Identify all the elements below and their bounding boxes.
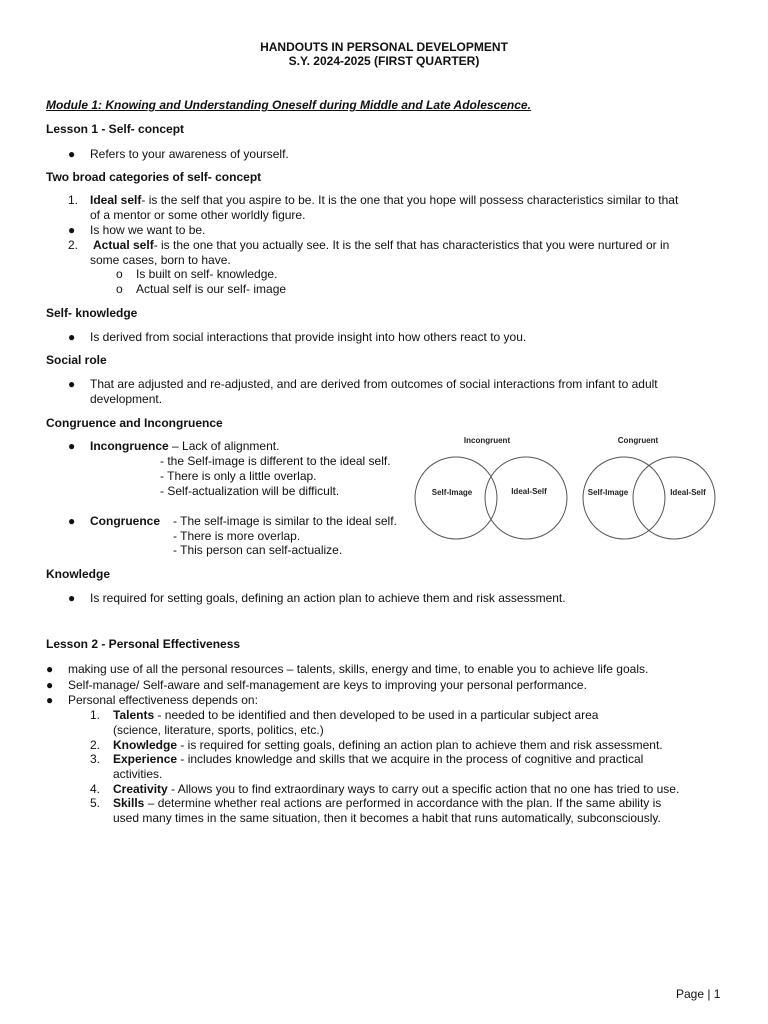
congruence-venn-diagram (410, 428, 720, 548)
lesson2-title: Lesson 2 - Personal Effectiveness (46, 637, 241, 651)
bullet-icon: ● (68, 439, 76, 453)
bullet-icon: ● (46, 693, 54, 707)
self-image-label: Self-Image (431, 488, 473, 497)
bullet-icon: ● (68, 147, 76, 161)
circle-bullet-icon: o (116, 282, 123, 296)
bullet-icon: ● (68, 330, 76, 344)
ideal-self-label: Ideal-Self (511, 487, 547, 496)
lesson1-title: Lesson 1 - Self- concept (46, 122, 185, 136)
bullet-icon: ● (68, 377, 76, 391)
self-knowledge-heading: Self- knowledge (46, 306, 138, 320)
incongruent-label: Incongruent (463, 436, 511, 445)
module-title: Module 1: Knowing and Understanding Oneself during Middle and Late Adolescence. (46, 98, 531, 112)
bullet-icon: ● (68, 514, 76, 528)
self-image-label: Self-Image (587, 488, 629, 497)
congruence-heading: Congruence and Incongruence (46, 416, 223, 430)
knowledge-heading: Knowledge (46, 567, 111, 581)
categories-heading: Two broad categories of self- concept (46, 170, 262, 184)
bullet-icon: ● (46, 678, 54, 692)
bullet-icon: ● (68, 591, 76, 605)
circle-bullet-icon: o (116, 267, 123, 281)
page-number: Page | 1 (676, 987, 721, 1001)
social-role-heading: Social role (46, 353, 107, 367)
ideal-self-circle (633, 457, 715, 539)
ideal-self-label: Ideal-Self (670, 488, 706, 497)
document-title: HANDOUTS IN PERSONAL DEVELOPMENT (260, 40, 508, 54)
bullet-icon: ● (68, 223, 76, 237)
congruent-label: Congruent (617, 436, 659, 445)
self-image-circle (583, 457, 665, 539)
school-year: S.Y. 2024-2025 (FIRST QUARTER) (288, 54, 480, 68)
bullet-icon: ● (46, 662, 54, 676)
